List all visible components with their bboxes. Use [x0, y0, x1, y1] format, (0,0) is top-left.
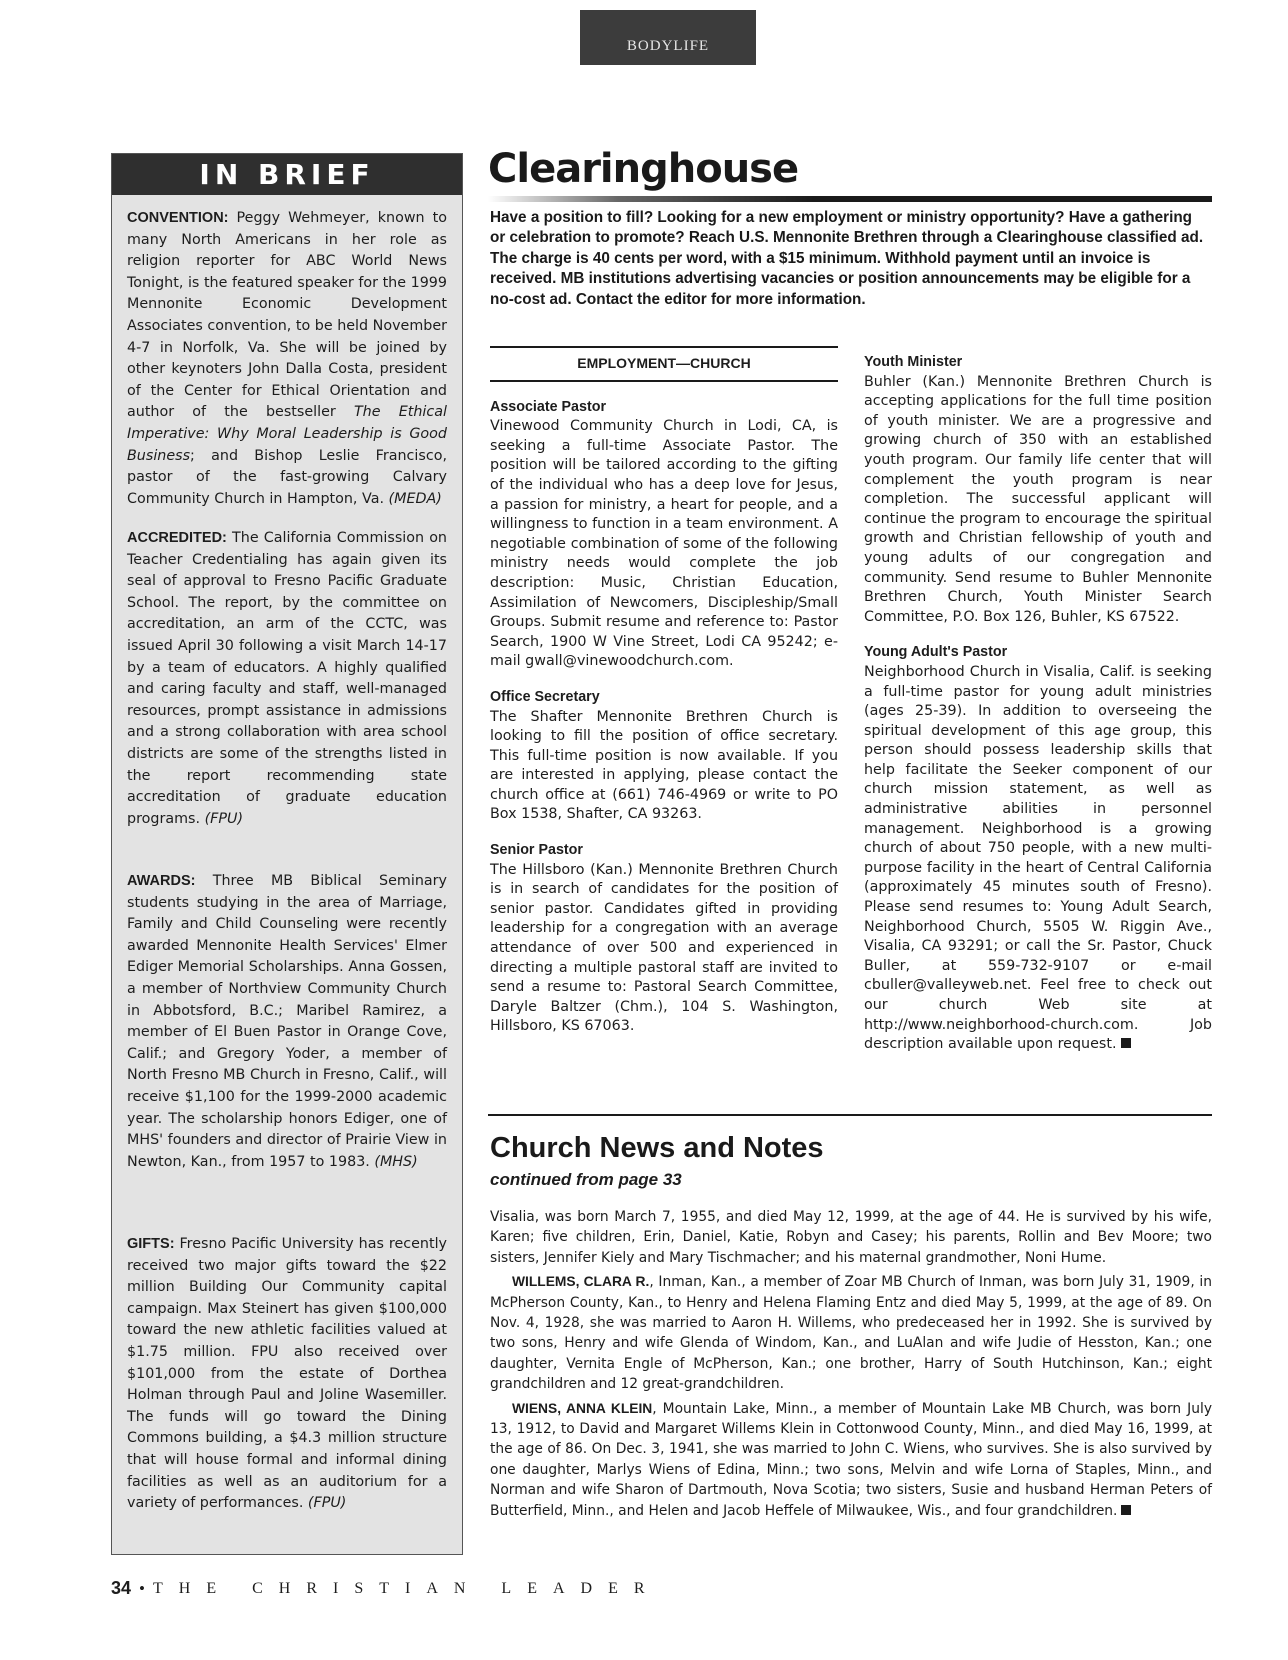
job-listing [490, 398, 838, 672]
obituary-name: WILLEMS, CLARA R. [512, 1274, 650, 1290]
brief-text: ; and Bishop Leslie Francisco, pastor of the fast-growing Calvary Community Church in Hampton, Va. [127, 447, 447, 507]
news-rule [488, 1114, 1212, 1116]
clearinghouse-title: Clearinghouse [488, 146, 799, 192]
obituary-text: , Inman, Kan., a member of Zoar MB Church of Inman, was born July 31, 1909, in McPherson County, Kan., to Henry and Helena Flaming Entz and died May 5, 1999, at the age of 89. On Nov. 4, 1928, she was married to Aaron H. Willems, who predeceased her in 1992. She is survived by two sons, Henry and wife Glenda of Windom, Kan., and LuAlan and wife Judie of Hesston, Kan.; one daughter, Vernita Engle of McPherson, Kan.; one brother, Harry of South Hutchinson, Kan.; eight grandchildren and 12 great-grandchildren. [490, 1274, 1212, 1393]
end-mark-icon [1121, 1505, 1131, 1515]
brief-source: (FPU) [204, 810, 244, 827]
job-body [864, 663, 1212, 1055]
brief-item-gifts [127, 1234, 447, 1515]
brief-text: Three MB Biblical Seminary students studying in the area of Marriage, Family and Child Counseling were recently awarded Mennonite Health Services' Elmer Ediger Memorial Scholarships. Anna Gossen, a member of Northview Community Church in Abbotsford, B.C.; Maribel Ramirez, a member of El Buen Pastor in Orange Cove, Calif.; and Gregory Yoder, a member of North Fresno MB Church in Fresno, Calif., will receive $1,100 for the 1999-2000 academic year. The scholarship honors Ediger, one of MHS' founders and director of Prairie View in Newton, Kan., from 1957 to 1983. [127, 873, 447, 1170]
news-body [490, 1207, 1212, 1521]
brief-item-convention [127, 208, 447, 510]
obituary [490, 1399, 1212, 1521]
news-subtitle: continued from page 33 [490, 1170, 682, 1189]
job-body: The Hillsboro (Kan.) Mennonite Brethren Church is in search of candidates for the position of senior pastor. Candidates gifted in providing leadership for a congregation with an average attendance of over 500 and experienced in directing a multiple pastoral staff are invited to send a resume to: Pastoral Search Committee, Daryle Baltzer (Chm.), 104 S. Washington, Hillsboro, KS 67063. [490, 861, 838, 1035]
job-body: The Shafter Mennonite Brethren Church is looking to fill the position of office secretary. This full-time position is now available. If you are interested in applying, please contact the church office at (661) 746-4969 or write to PO Box 1538, Shafter, CA 93263. [490, 708, 838, 823]
job-listing [490, 841, 838, 1037]
brief-heading: ACCREDITED: [127, 530, 227, 546]
job-listing [864, 353, 1212, 627]
job-listing [864, 643, 1212, 1054]
brief-heading: GIFTS: [127, 1236, 175, 1252]
job-title: Senior Pastor [490, 842, 583, 859]
book-title: The Ethical Imperative: Why Moral Leadership is Good Business [127, 404, 447, 464]
footer-bullet: • [139, 1578, 145, 1598]
jobs-column-right [864, 353, 1212, 1071]
end-mark-icon [1121, 1038, 1131, 1048]
title-rule [488, 196, 1212, 202]
page-number: 34 [111, 1578, 132, 1598]
brief-source: (MHS) [374, 1153, 418, 1170]
obituary-text: , Mountain Lake, Minn., a member of Mountain Lake MB Church, was born July 13, 1912, to David and Margaret Willems Klein in Cottonwood County, Minn., and died May 16, 1999, at the age of 86. On Dec. 3, 1941, she was married to John C. Wiens, who survives. She is also survived by one daughter, Marlys Wiens of Edina, Minn.; two sons, Melvin and wife Lorna of Staples, Minn., and Norman and wife Sharon of Dartmouth, Nova Scotia; two sisters, Susie and husband Herman Peters of Butterfield, Minn., and Helen and Jacob Heffele of Milwaukee, Wis., and four grandchildren. [490, 1400, 1212, 1519]
in-brief-sidebar [111, 153, 463, 1555]
brief-item-accredited [127, 528, 447, 830]
job-listing [490, 688, 838, 825]
brief-heading: CONVENTION: [127, 210, 229, 226]
brief-text: Fresno Pacific University has recently received two major gifts toward the $22 million Building Our Community capital campaign. Max Steinert has given $100,000 toward the new athletic facilities valued at $1.75 million. FPU also received over $101,000 from the estate of Dorthea Holman through Paul and Joline Wasemiller. The funds will go toward the Dining Commons building, a $4.3 million structure that will house formal and informal dining facilities as well as an auditorium for a variety of performances. [127, 1236, 447, 1512]
employment-category-label: EMPLOYMENT—CHURCH [490, 346, 838, 382]
job-body: Buhler (Kan.) Mennonite Brethren Church is accepting applications for the full time position of youth minister. We are a progressive and growing church of 350 with an established youth program. Our family life center that will complement the youth program is near completion. The successful applicant will continue the program to encourage the spiritual growth and Christian fellowship of youth and young adults of our congregation and community. Send resume to Buhler Mennonite Brethren Church, Youth Minister Search Committee, P.O. Box 126, Buhler, KS 67522. [864, 373, 1212, 625]
job-title: Office Secretary [490, 688, 600, 705]
obituary-name: WIENS, ANNA KLEIN [512, 1400, 653, 1416]
section-tab: BODYLIFE [580, 10, 756, 65]
news-lead-paragraph: Visalia, was born March 7, 1955, and died May 12, 1999, at the age of 44. He is survived by his wife, Karen; five children, Erin, Daniel, Katie, Robyn and Casey; his parents, Rollin and Bev Moore; two sisters, Jennifer Kiely and Mary Tischmacher; and his maternal grandmother, Noni Hume. [490, 1209, 1212, 1266]
brief-item-awards [127, 871, 447, 1173]
job-body-text: Neighborhood Church in Visalia, Calif. is seeking a full-time pastor for young adult ministries (ages 25-39). In addition to overseeing the spiritual development of this age group, this person should possess leadership skills that help facilitate the Seeker component of our church mission statement, as well as administrative abilities in personnel management. Neighborhood is a growing church of about 750 people, with a new multi-purpose facility in the heart of Central California (approximately 45 minutes south of Fresno). Please send resumes to: Young Adult Search, Neighborhood Church, 5505 W. Riggin Ave., Visalia, CA 93291; or call the Sr. Pastor, Chuck Buller, at 559-732-9107 or e-mail cbuller@valleyweb.net. Feel free to check out our church Web site at http://www.neighborhood-church.com. Job description available upon request. [864, 663, 1212, 1053]
publication-name: THE CHRISTIAN LEADER [152, 1579, 661, 1597]
news-title: Church News and Notes [490, 1132, 824, 1164]
brief-text: The California Commission on Teacher Credentialing has again given its seal of approval to Fresno Pacific Graduate School. The report, by the committee on accreditation, an arm of the CCTC, was issued April 30 following a visit March 14-17 by a team of educators. A highly qualified and caring faculty and staff, well-managed resources, prompt assistance in admissions and a strong collaboration with area school districts are some of the strengths listed in the report recommending state accreditation of graduate education programs. [127, 530, 447, 827]
obituary [490, 1272, 1212, 1394]
brief-source: (FPU) [307, 1495, 347, 1512]
brief-heading: AWARDS: [127, 873, 196, 889]
jobs-column-left [490, 346, 838, 1053]
clearinghouse-intro: Have a position to fill? Looking for a new employment or ministry opportunity? Have a gathering or celebration to promote? Reach U.S. Mennonite Brethren through a Clearinghouse classified ad. The charge is 40 cents per word, with a $15 minimum. Withhold payment until an invoice is received. MB institutions advertising vacancies or position announcements may be eligible for a no-cost ad. Contact the editor for more information. [490, 209, 1204, 308]
job-title: Youth Minister [864, 354, 963, 370]
brief-source: (MEDA) [388, 490, 442, 507]
job-body: Vinewood Community Church in Lodi, CA, is seeking a full-time Associate Pastor. The position will be tailored according to the gifting of the individual who has a deep love for Jesus, a passion for ministry, a heart for people, and a willingness to function in a team environment. A negotiable combination of some of the following ministry needs would complete the job description: Music, Christian Education, Assimilation of Newcomers, Discipleship/Small Groups. Submit resume and reference to: Pastor Search, 1900 W Vine Street, Lodi CA 95242; e-mail gwall@vinewoodchurch.com. [490, 418, 838, 670]
page-footer [111, 1578, 661, 1599]
job-title: Young Adult's Pastor [864, 644, 1008, 661]
job-title: Associate Pastor [490, 398, 607, 415]
brief-text: Peggy Wehmeyer, known to many North Americans in her role as religion reporter for ABC World News Tonight, is the featured speaker for the 1999 Mennonite Economic Development Associates convention, to be held November 4-7 in Norfolk, Va. She will be joined by other keynoters John Dalla Costa, president of the Center for Ethical Orientation and author of the bestseller [127, 210, 448, 421]
in-brief-header: IN BRIEF [112, 154, 462, 195]
